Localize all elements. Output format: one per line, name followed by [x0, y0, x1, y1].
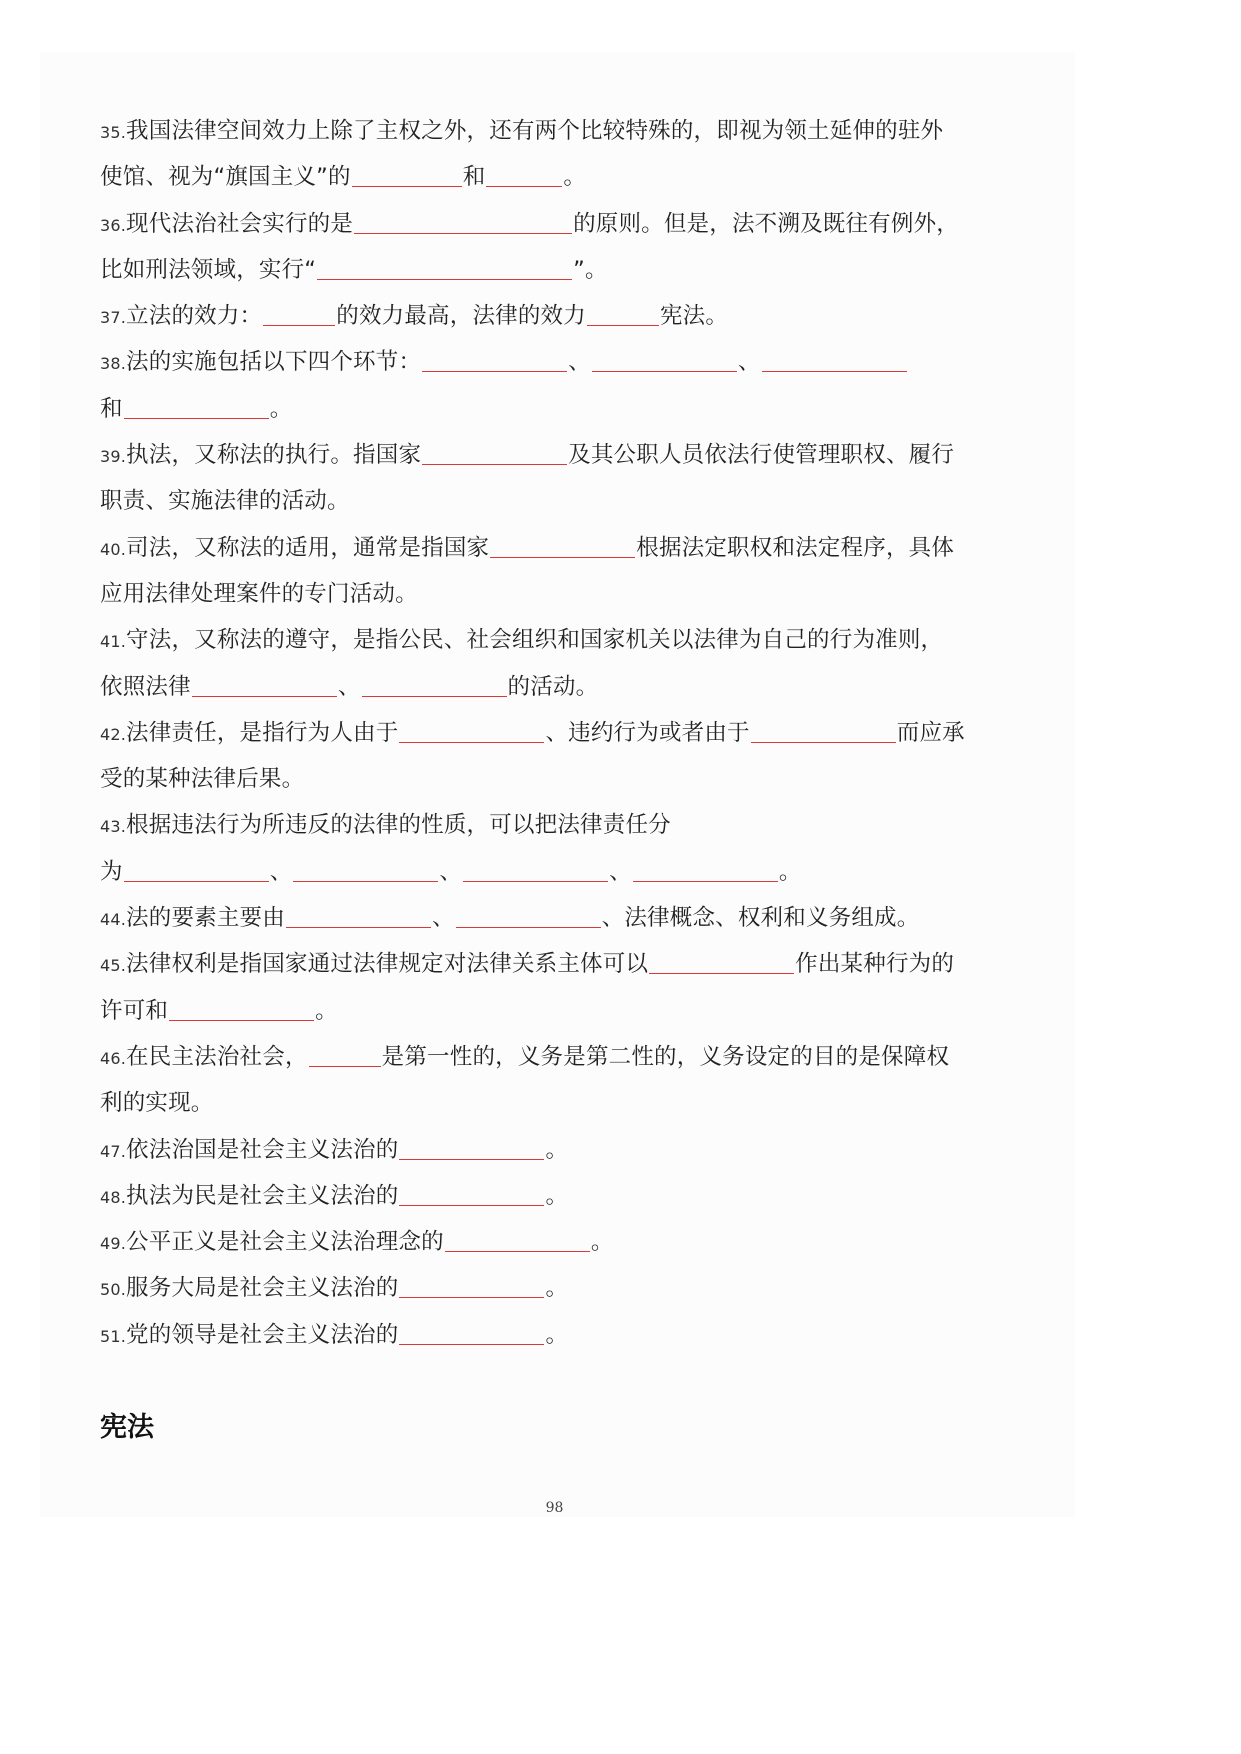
question-number: 39.: [100, 447, 127, 467]
question-text: 使馆、视为“旗国主义”的: [100, 164, 351, 191]
question-line: [100, 895, 1020, 941]
question-item: [100, 525, 1020, 618]
question-text: 。: [590, 1229, 614, 1256]
question-line: [100, 201, 1020, 247]
fill-in-blank[interactable]: [633, 855, 778, 882]
question-text: 、: [439, 858, 463, 885]
question-line: [100, 571, 1020, 617]
question-line: [100, 154, 1020, 200]
question-item: [100, 617, 1020, 710]
fill-in-blank[interactable]: [124, 392, 269, 419]
fill-in-blank[interactable]: [422, 345, 567, 372]
question-text: 和: [462, 164, 486, 191]
fill-in-blank[interactable]: [317, 253, 572, 280]
question-text: 为: [100, 858, 123, 885]
question-text: 、: [737, 349, 761, 376]
question-number: 38.: [100, 354, 127, 374]
question-text: 应用法律处理案件的专门活动。: [100, 580, 418, 607]
question-text: 、: [337, 673, 361, 700]
fill-in-blank[interactable]: [169, 994, 314, 1021]
question-text: 作出某种行为的: [795, 951, 955, 978]
question-text: 的效力最高，法律的效力: [336, 303, 586, 330]
question-text: 利的实现。: [100, 1090, 214, 1117]
question-number: 45.: [100, 956, 127, 976]
fill-in-blank[interactable]: [354, 207, 572, 234]
question-number: 47.: [100, 1141, 127, 1161]
question-text: 而应承: [896, 719, 965, 746]
fill-in-blank[interactable]: [399, 716, 544, 743]
fill-in-blank[interactable]: [362, 670, 507, 697]
question-text: 、: [431, 905, 455, 932]
question-text: 是第一性的，义务是第二性的，义务设定的目的是保障权: [381, 1043, 950, 1070]
question-item: [100, 1127, 1020, 1173]
question-number: 36.: [100, 215, 127, 235]
question-line: [100, 1173, 1020, 1219]
question-text: 法的要素主要由: [126, 905, 285, 932]
question-line: [100, 1312, 1020, 1358]
question-text: 根据法定职权和法定程序，具体: [636, 534, 955, 561]
question-line: [100, 941, 1020, 987]
question-line: [100, 802, 1020, 848]
question-line: [100, 1034, 1020, 1080]
question-text: 的活动。: [507, 673, 599, 700]
question-text: 守法，又称法的遵守，是指公民、社会组织和国家机关以法律为自己的行为准则，: [126, 627, 944, 654]
question-number: 42.: [100, 724, 127, 744]
fill-in-blank[interactable]: [399, 1133, 544, 1160]
question-line: [100, 108, 1020, 154]
question-text: 执法为民是社会主义法治的: [126, 1182, 399, 1209]
question-line: [100, 247, 1020, 293]
question-text: 我国法律空间效力上除了主权之外，还有两个比较特殊的，即视为领土延伸的驻外: [126, 118, 944, 144]
question-text: 、法律概念、权利和义务组成。: [601, 905, 920, 932]
question-number: 48.: [100, 1187, 127, 1207]
question-number: 50.: [100, 1280, 127, 1300]
question-text: 许可和: [100, 997, 169, 1024]
question-line: [100, 1127, 1020, 1173]
question-item: [100, 710, 1020, 803]
fill-in-blank[interactable]: [422, 438, 567, 465]
question-line: [100, 339, 1020, 385]
question-text: 现代法治社会实行的是: [126, 210, 354, 237]
question-item: [100, 941, 1020, 1034]
question-number: 44.: [100, 910, 127, 930]
fill-in-blank[interactable]: [490, 531, 635, 558]
question-number: 46.: [100, 1048, 127, 1068]
question-item: [100, 1265, 1020, 1311]
question-line: [100, 664, 1020, 710]
question-item: [100, 1034, 1020, 1127]
question-line: [100, 293, 1020, 339]
fill-in-blank[interactable]: [192, 670, 337, 697]
question-line: [100, 617, 1020, 663]
question-text: 比如刑法领域，实行“: [100, 256, 317, 283]
question-text: 。: [545, 1182, 569, 1209]
question-line: [100, 386, 1020, 432]
page-number: 98: [545, 1500, 564, 1516]
question-text: 党的领导是社会主义法治的: [126, 1321, 399, 1348]
question-number: 43.: [100, 817, 127, 837]
question-text: 。: [269, 395, 293, 422]
fill-in-blank[interactable]: [456, 901, 601, 928]
fill-in-blank[interactable]: [587, 299, 659, 326]
question-text: 职责、实施法律的活动。: [100, 488, 350, 515]
question-number: 49.: [100, 1234, 127, 1254]
fill-in-blank[interactable]: [463, 855, 608, 882]
fill-in-blank[interactable]: [486, 160, 562, 187]
question-line: [100, 710, 1020, 756]
question-item: [100, 1173, 1020, 1219]
fill-in-blank[interactable]: [286, 901, 431, 928]
question-number: 37.: [100, 308, 127, 328]
question-number: 41.: [100, 632, 127, 652]
question-number: 40.: [100, 539, 127, 559]
question-item: [100, 339, 1020, 432]
question-text: 法律权利是指国家通过法律规定对法律关系主体可以: [126, 951, 649, 978]
fill-in-blank[interactable]: [399, 1271, 544, 1298]
question-line: [100, 849, 1020, 895]
question-text: 。: [545, 1321, 569, 1348]
fill-in-blank[interactable]: [649, 947, 794, 974]
question-text: 。: [545, 1136, 569, 1163]
question-text: 公平正义是社会主义法治理念的: [126, 1229, 444, 1256]
question-text: 。: [545, 1275, 569, 1302]
question-text: 及其公职人员依法行使管理职权、履行: [568, 442, 955, 469]
fill-in-blank[interactable]: [399, 1179, 544, 1206]
question-item: [100, 1219, 1020, 1265]
question-text: 根据违法行为所违反的法律的性质，可以把法律责任分: [126, 812, 671, 839]
question-text: 法律责任，是指行为人由于: [126, 719, 399, 746]
question-line: [100, 1265, 1020, 1311]
section-heading: 宪法: [100, 1412, 154, 1443]
question-text: 依法治国是社会主义法治的: [126, 1136, 399, 1163]
question-text: 、: [609, 858, 632, 885]
question-line: [100, 432, 1020, 478]
question-text: 受的某种法律后果。: [100, 766, 305, 793]
question-text: 宪法。: [659, 303, 729, 330]
fill-in-blank[interactable]: [293, 855, 438, 882]
question-text: 在民主法治社会，: [126, 1043, 308, 1070]
fill-in-blank[interactable]: [263, 299, 335, 326]
question-line: [100, 988, 1020, 1034]
question-text: 、违约行为或者由于: [545, 719, 750, 746]
question-text: 。: [778, 858, 802, 885]
question-number: 51.: [100, 1326, 127, 1346]
fill-in-blank[interactable]: [309, 1040, 381, 1067]
fill-in-blank[interactable]: [762, 345, 907, 372]
question-line: [100, 525, 1020, 571]
question-item: [100, 432, 1020, 525]
question-list: [100, 108, 1020, 1358]
question-item: [100, 895, 1020, 941]
question-line: [100, 1219, 1020, 1265]
question-text: 、: [269, 858, 293, 885]
fill-in-blank[interactable]: [399, 1318, 544, 1345]
question-text: 。: [315, 997, 338, 1024]
question-text: 服务大局是社会主义法治的: [126, 1275, 399, 1302]
question-text: ”。: [573, 256, 608, 283]
question-text: 司法，又称法的适用，通常是指国家: [126, 534, 490, 561]
question-text: 的原则。但是，法不溯及既往有例外，: [573, 210, 959, 237]
question-text: 和: [100, 395, 123, 422]
fill-in-blank[interactable]: [592, 345, 737, 372]
question-item: [100, 1312, 1020, 1358]
question-text: 立法的效力：: [126, 303, 263, 330]
question-line: [100, 756, 1020, 802]
fill-in-blank[interactable]: [751, 716, 896, 743]
question-item: [100, 201, 1020, 294]
question-item: [100, 108, 1020, 201]
question-number: 35.: [100, 123, 127, 142]
fill-in-blank[interactable]: [352, 160, 462, 187]
fill-in-blank[interactable]: [445, 1225, 590, 1252]
question-item: [100, 293, 1020, 339]
question-text: 法的实施包括以下四个环节：: [126, 349, 422, 376]
question-text: 依照法律: [100, 673, 191, 700]
question-text: 、: [568, 349, 591, 376]
question-item: [100, 802, 1020, 895]
question-line: [100, 478, 1020, 524]
question-text: 执法，又称法的执行。指国家: [126, 442, 422, 469]
fill-in-blank[interactable]: [124, 855, 269, 882]
question-line: [100, 1080, 1020, 1126]
question-text: 。: [563, 164, 587, 191]
